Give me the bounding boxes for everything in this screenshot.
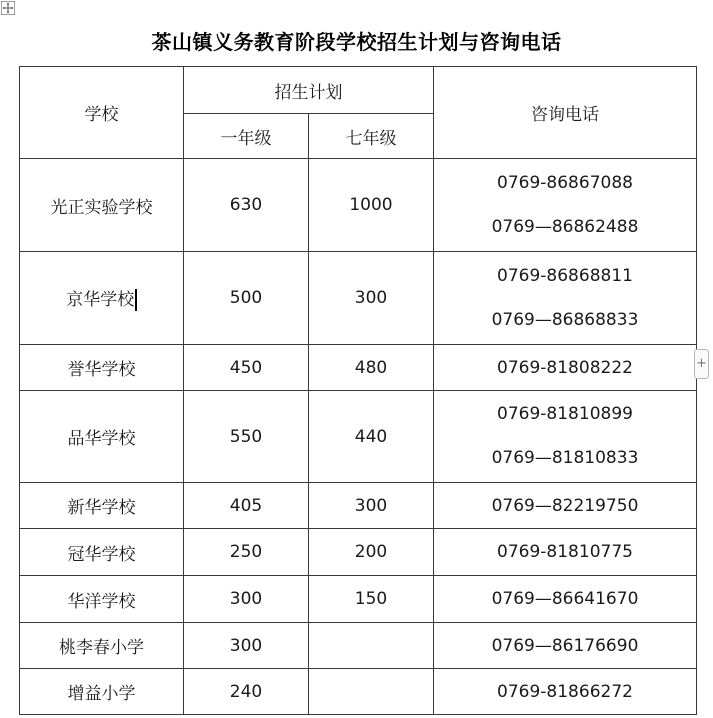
grade1-count: 300 (184, 576, 309, 623)
table-move-handle-icon[interactable] (1, 1, 15, 15)
grade7-count: 200 (309, 529, 434, 576)
header-grade7: 七年级 (309, 114, 434, 159)
grade1-count: 630 (184, 159, 309, 252)
table-row (20, 623, 697, 669)
school-name: 光正实验学校 (20, 159, 184, 252)
school-name: 桃李春小学 (20, 623, 184, 669)
document-title: 茶山镇义务教育阶段学校招生计划与咨询电话 (151, 30, 562, 54)
table-row (20, 159, 697, 252)
phone-number: 0769—86176690 (434, 623, 697, 669)
phone-number: 0769—86641670 (434, 576, 697, 623)
grade1-count: 450 (184, 345, 309, 391)
grade1-count: 550 (184, 391, 309, 483)
table-row (20, 576, 697, 623)
add-row-button[interactable]: + (694, 349, 709, 379)
table-row (20, 669, 697, 715)
grade7-count: 1000 (309, 159, 434, 252)
grade7-count (309, 623, 434, 669)
school-name: 冠华学校 (20, 529, 184, 576)
school-name: 新华学校 (20, 483, 184, 529)
phone-cell (434, 159, 697, 252)
header-phone: 咨询电话 (434, 67, 697, 159)
table-row (20, 391, 697, 483)
grade7-count (309, 669, 434, 715)
school-name-cell (20, 252, 184, 345)
table-row (20, 529, 697, 576)
school-name: 京华学校 (66, 290, 135, 310)
school-name: 华洋学校 (20, 576, 184, 623)
table-row (20, 345, 697, 391)
grade1-count: 500 (184, 252, 309, 345)
phone-number: 0769-86867088 (497, 172, 633, 193)
phone-number: 0769-81808222 (434, 345, 697, 391)
text-cursor (135, 289, 137, 311)
table-row (20, 252, 697, 345)
grade1-count: 240 (184, 669, 309, 715)
header-plan: 招生计划 (184, 67, 434, 114)
phone-number: 0769—82219750 (434, 483, 697, 529)
grade7-count: 440 (309, 391, 434, 483)
phone-cell (434, 252, 697, 345)
grade1-count: 405 (184, 483, 309, 529)
school-name: 品华学校 (20, 391, 184, 483)
phone-number: 0769-81810899 (497, 404, 633, 424)
header-grade1: 一年级 (184, 114, 309, 159)
phone-number: 0769-81810775 (434, 529, 697, 576)
phone-number: 0769-86868811 (497, 265, 633, 286)
phone-number: 0769—86868833 (491, 309, 639, 330)
school-name: 誉华学校 (20, 345, 184, 391)
grade7-count: 480 (309, 345, 434, 391)
enrollment-table (19, 66, 697, 715)
header-school: 学校 (20, 67, 184, 159)
school-name: 增益小学 (20, 669, 184, 715)
phone-number: 0769—81810833 (491, 448, 639, 468)
grade1-count: 300 (184, 623, 309, 669)
phone-cell (434, 391, 697, 483)
grade7-count: 300 (309, 252, 434, 345)
grade7-count: 150 (309, 576, 434, 623)
grade7-count: 300 (309, 483, 434, 529)
phone-number: 0769-81866272 (434, 669, 697, 715)
phone-number: 0769—86862488 (491, 216, 639, 237)
grade1-count: 250 (184, 529, 309, 576)
table-row (20, 483, 697, 529)
